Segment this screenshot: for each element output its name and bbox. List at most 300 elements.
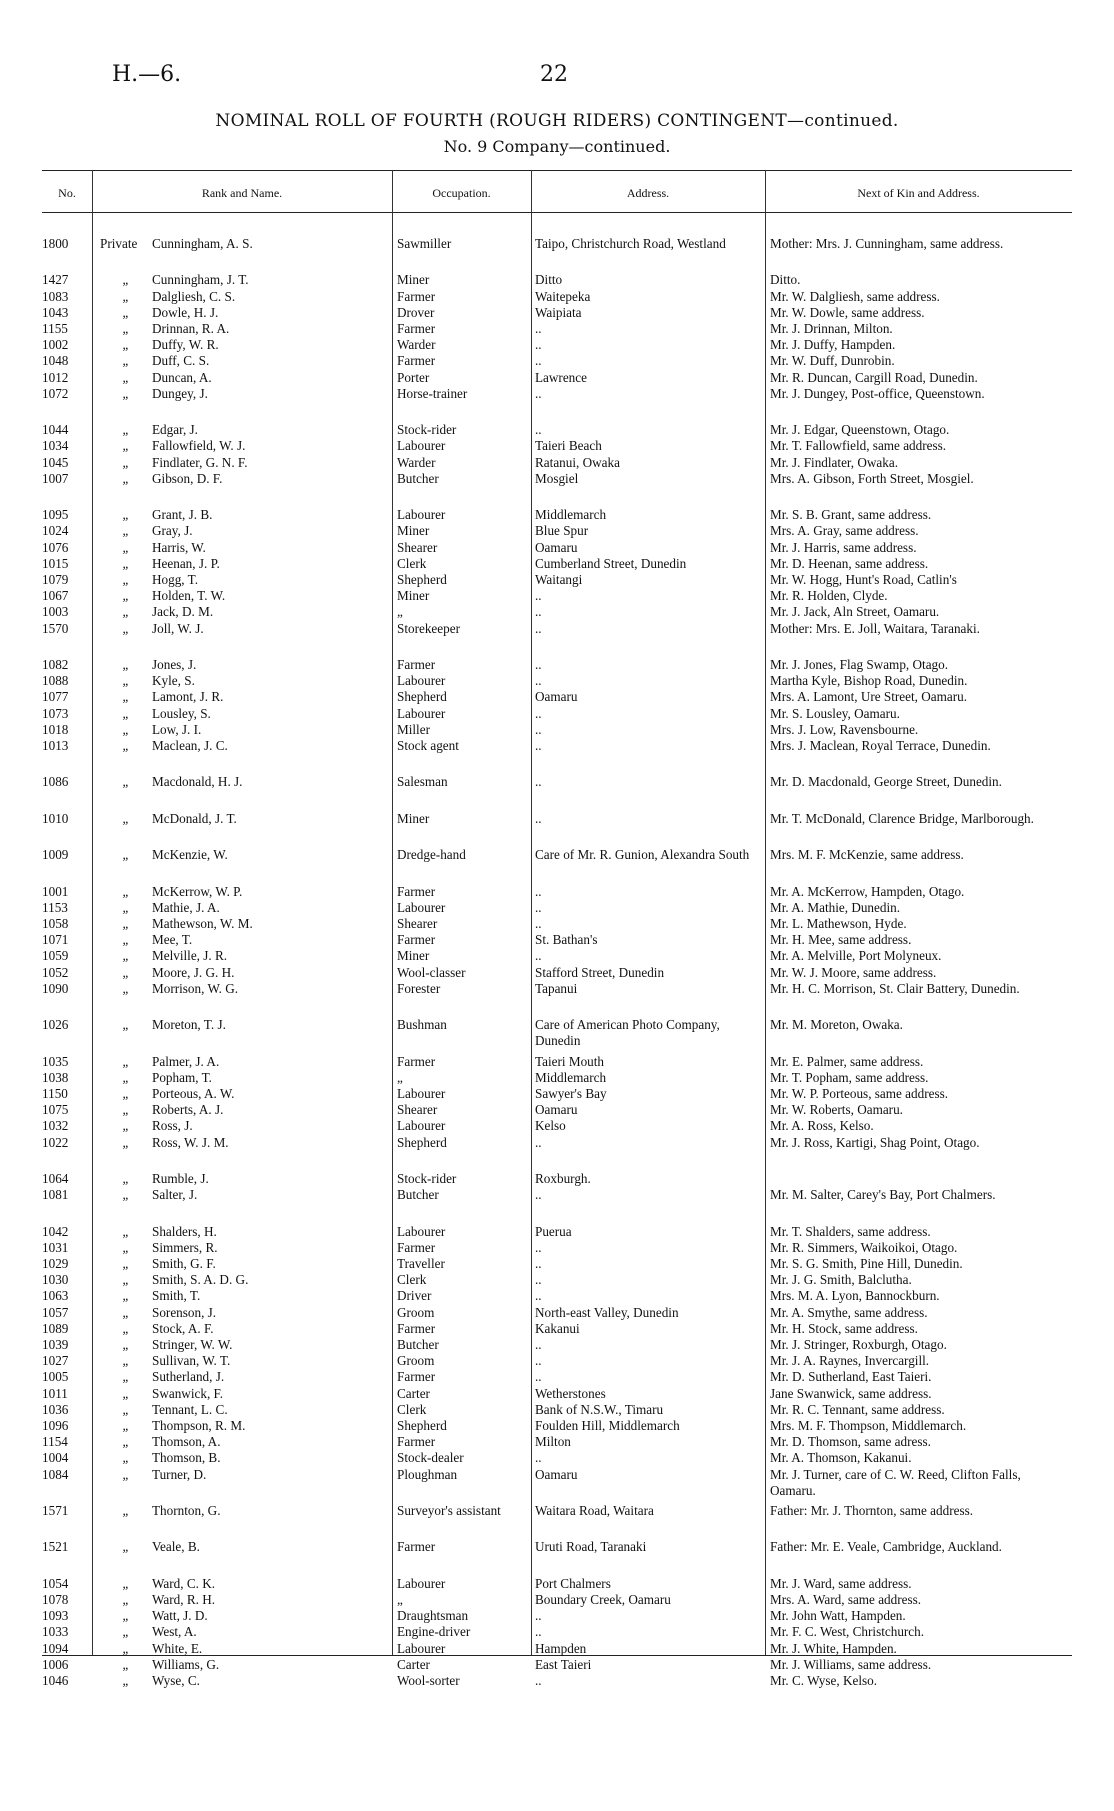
rank: „ — [122, 422, 130, 438]
occupation: Farmer — [397, 1539, 436, 1555]
rank-and-name — [100, 847, 370, 863]
rank: „ — [122, 1624, 130, 1640]
rank: „ — [122, 899, 130, 915]
soldier-name: Harris, W. — [152, 539, 206, 555]
occupation: Carter — [397, 1385, 430, 1401]
occupation: Butcher — [397, 1187, 439, 1203]
address: Ratanui, Owaka — [535, 454, 620, 470]
next-of-kin: Mr. J. Ward, same address. — [770, 1575, 912, 1591]
rank-and-name — [100, 1086, 370, 1102]
next-of-kin: Mrs. J. Maclean, Royal Terrace, Dunedin. — [770, 738, 991, 753]
soldier-name: Thompson, R. M. — [152, 1418, 246, 1433]
address: .. — [535, 1288, 542, 1304]
soldier-number: 1521 — [42, 1539, 69, 1555]
rank-and-name — [100, 900, 370, 916]
address: Care of Mr. R. Gunion, Alexandra South — [535, 847, 750, 863]
rank-and-name — [100, 523, 370, 539]
next-of-kin: Mr. D. Thomson, same adress. — [770, 1434, 931, 1450]
soldier-number: 1571 — [42, 1503, 69, 1518]
soldier-name: Holden, T. W. — [152, 588, 226, 604]
address: Waitara Road, Waitara — [535, 1503, 654, 1518]
column-header-next-of-kin: Next of Kin and Address. — [857, 186, 980, 200]
soldier-number: 1084 — [42, 1466, 69, 1482]
next-of-kin: Mr. J. Turner, care of C. W. Reed, Clifton Falls, Oamaru. — [770, 1466, 1021, 1498]
soldier-name: Thornton, G. — [152, 1503, 221, 1518]
rank-and-name — [100, 1418, 370, 1434]
rank-and-name — [100, 1641, 370, 1657]
occupation: Ploughman — [397, 1466, 458, 1482]
soldier-name: Ward, R. H. — [152, 1592, 216, 1607]
address: .. — [535, 673, 542, 689]
occupation: Clerk — [397, 1401, 427, 1417]
address: .. — [535, 810, 542, 826]
soldier-number: 1046 — [42, 1673, 69, 1688]
soldier-number: 1153 — [42, 899, 68, 915]
occupation: Carter — [397, 1656, 430, 1672]
rank-and-name — [100, 657, 370, 673]
rank: „ — [122, 1187, 130, 1203]
table-top-rule — [42, 170, 1072, 171]
rank-and-name — [100, 337, 370, 353]
next-of-kin: Mr. A. Thomson, Kakanui. — [770, 1450, 912, 1466]
address: Bank of N.S.W., Timaru — [535, 1401, 664, 1417]
address: .. — [535, 1256, 542, 1271]
soldier-number: 1039 — [42, 1337, 69, 1352]
address: .. — [535, 738, 542, 753]
occupation: Dredge-hand — [397, 847, 466, 863]
soldier-name: Veale, B. — [152, 1539, 200, 1555]
next-of-kin: Mr. E. Palmer, same address. — [770, 1053, 924, 1069]
page-title: NOMINAL ROLL OF FOURTH (ROUGH RIDERS) CONTINGENT—continued. — [215, 111, 899, 131]
next-of-kin: Mr. W. Hogg, Hunt's Road, Catlin's — [770, 572, 957, 587]
next-of-kin: Mr. W. Roberts, Oamaru. — [770, 1102, 903, 1118]
soldier-name: Stringer, W. W. — [152, 1337, 233, 1352]
address: .. — [535, 883, 542, 899]
rank: „ — [122, 1466, 130, 1482]
soldier-number: 1002 — [42, 337, 69, 353]
next-of-kin: Mrs. J. Low, Ravensbourne. — [770, 721, 919, 737]
occupation: Miner — [397, 588, 430, 604]
next-of-kin: Mr. L. Mathewson, Hyde. — [770, 916, 907, 931]
soldier-number: 1058 — [42, 916, 69, 931]
rank-and-name — [100, 588, 370, 604]
rank-and-name — [100, 1434, 370, 1450]
address: Waipiata — [535, 304, 582, 320]
soldier-name: Jack, D. M. — [152, 604, 214, 620]
rank-and-name — [100, 1369, 370, 1385]
occupation: Labourer — [397, 1575, 446, 1591]
address: East Taieri — [535, 1656, 592, 1672]
rank-and-name — [100, 722, 370, 738]
rank-and-name — [100, 1288, 370, 1304]
soldier-name: Smith, G. F. — [152, 1256, 216, 1271]
address: .. — [535, 1187, 542, 1203]
rank-and-name — [100, 981, 370, 997]
column-divider — [92, 170, 93, 1655]
next-of-kin: Mrs. A. Ward, same address. — [770, 1592, 922, 1607]
soldier-number: 1083 — [42, 288, 69, 304]
next-of-kin: Mr. J. Ross, Kartigi, Shag Point, Otago. — [770, 1134, 980, 1150]
address: Taipo, Christchurch Road, Westland — [535, 236, 726, 251]
soldier-name: Duff, C. S. — [152, 353, 210, 369]
address: .. — [535, 620, 542, 636]
rank: „ — [122, 964, 130, 980]
rank: „ — [122, 1656, 130, 1672]
occupation: Butcher — [397, 1337, 439, 1352]
rank: „ — [122, 539, 130, 555]
rank: „ — [122, 883, 130, 899]
address: Oamaru — [535, 689, 578, 705]
rank: „ — [122, 1086, 130, 1101]
soldier-name: Moreton, T. J. — [152, 1017, 226, 1033]
rank: „ — [122, 1673, 130, 1688]
soldier-number: 1800 — [42, 236, 69, 251]
rank-and-name — [100, 1337, 370, 1353]
address: Uruti Road, Taranaki — [535, 1539, 647, 1555]
address: .. — [535, 774, 542, 790]
soldier-number: 1090 — [42, 980, 69, 996]
rank: „ — [122, 810, 130, 826]
occupation: Shepherd — [397, 1134, 447, 1150]
next-of-kin: Mr. R. Holden, Clyde. — [770, 588, 888, 604]
rank: „ — [122, 1592, 130, 1607]
soldier-name: Tennant, L. C. — [152, 1401, 228, 1417]
next-of-kin: Mr. W. Dalgliesh, same address. — [770, 288, 940, 304]
occupation: Stock agent — [397, 738, 459, 753]
rank: „ — [122, 288, 130, 304]
rank-and-name — [100, 572, 370, 588]
next-of-kin: Mr. T. Fallowfield, same address. — [770, 438, 947, 454]
rank-and-name — [100, 1017, 370, 1033]
occupation: Shepherd — [397, 572, 447, 587]
soldier-name: Edgar, J. — [152, 422, 198, 438]
soldier-name: Fallowfield, W. J. — [152, 438, 246, 454]
soldier-number: 1154 — [42, 1434, 68, 1450]
occupation: Farmer — [397, 321, 436, 336]
rank: „ — [122, 738, 130, 753]
next-of-kin: Mother: Mrs. E. Joll, Waitara, Taranaki. — [770, 620, 980, 636]
next-of-kin: Mr. S. B. Grant, same address. — [770, 507, 932, 523]
soldier-number: 1063 — [42, 1288, 69, 1304]
next-of-kin: Mr. M. Moreton, Owaka. — [770, 1017, 903, 1033]
rank: „ — [122, 1171, 130, 1186]
soldier-name: Jones, J. — [152, 657, 197, 672]
soldier-number: 1093 — [42, 1608, 69, 1624]
address: Cumberland Street, Dunedin — [535, 555, 687, 571]
soldier-name: Macdonald, H. J. — [152, 774, 243, 790]
occupation: Labourer — [397, 705, 446, 721]
rank: „ — [122, 604, 130, 620]
rank-and-name — [100, 621, 370, 637]
rank-and-name — [100, 1539, 370, 1555]
rank-and-name — [100, 272, 370, 288]
address: .. — [535, 1369, 542, 1385]
soldier-number: 1033 — [42, 1624, 69, 1640]
address: Middlemarch — [535, 1069, 607, 1085]
rank-and-name — [100, 540, 370, 556]
soldier-name: Mathewson, W. M. — [152, 916, 253, 931]
occupation: Groom — [397, 1304, 435, 1320]
rank: „ — [122, 1369, 130, 1385]
occupation: Butcher — [397, 470, 439, 486]
address: Stafford Street, Dunedin — [535, 964, 665, 980]
address: .. — [535, 657, 542, 672]
address: Wetherstones — [535, 1385, 606, 1401]
rank-and-name — [100, 1272, 370, 1288]
soldier-name: Cunningham, J. T. — [152, 272, 249, 288]
address: .. — [535, 1134, 542, 1150]
soldier-number: 1012 — [42, 369, 69, 385]
address: .. — [535, 1673, 542, 1688]
soldier-number: 1057 — [42, 1304, 69, 1320]
soldier-number: 1071 — [42, 932, 69, 948]
address: Middlemarch — [535, 507, 607, 523]
next-of-kin: Mr. R. Simmers, Waikoikoi, Otago. — [770, 1239, 958, 1255]
rank-and-name — [100, 774, 370, 790]
next-of-kin: Mr. W. P. Porteous, same address. — [770, 1086, 949, 1101]
occupation: Miller — [397, 721, 430, 737]
soldier-name: Dowle, H. J. — [152, 304, 219, 320]
rank-and-name — [100, 916, 370, 932]
address: .. — [535, 588, 542, 604]
rank: „ — [122, 572, 130, 587]
rank: „ — [122, 980, 130, 996]
next-of-kin: Mr. J. Edgar, Queenstown, Otago. — [770, 422, 950, 438]
rank-and-name — [100, 422, 370, 438]
rank: „ — [122, 507, 130, 523]
soldier-number: 1011 — [42, 1385, 68, 1401]
rank: „ — [122, 1017, 130, 1033]
page-subtitle: No. 9 Company—continued. — [443, 137, 671, 156]
occupation: Labourer — [397, 1118, 446, 1134]
rank-and-name — [100, 689, 370, 705]
rank-and-name — [100, 1353, 370, 1369]
next-of-kin: Mr. J. Findlater, Owaka. — [770, 454, 899, 470]
soldier-name: Gray, J. — [152, 523, 193, 539]
soldier-number: 1007 — [42, 470, 69, 486]
next-of-kin: Mrs. A. Gray, same address. — [770, 523, 919, 539]
occupation: Miner — [397, 810, 430, 826]
rank-and-name — [100, 1070, 370, 1086]
rank-and-name — [100, 706, 370, 722]
next-of-kin: Mr. J. Jones, Flag Swamp, Otago. — [770, 657, 949, 672]
next-of-kin: Mr. D. Sutherland, East Taieri. — [770, 1369, 932, 1385]
next-of-kin: Mr. H. C. Morrison, St. Clair Battery, Dunedin. — [770, 980, 1020, 996]
rank-and-name — [100, 1118, 370, 1134]
address: Waitangi — [535, 572, 583, 587]
address: North-east Valley, Dunedin — [535, 1304, 679, 1320]
soldier-name: Duffy, W. R. — [152, 337, 219, 353]
soldier-number: 1042 — [42, 1223, 69, 1239]
address: .. — [535, 916, 542, 931]
soldier-number: 1029 — [42, 1256, 69, 1271]
address: Kelso — [535, 1118, 566, 1134]
rank-and-name — [100, 353, 370, 369]
rank: „ — [122, 948, 130, 964]
occupation: Wool-classer — [397, 964, 466, 980]
soldier-name: Smith, T. — [152, 1288, 201, 1304]
rank: „ — [122, 1053, 130, 1069]
next-of-kin: Mr. J. Harris, same address. — [770, 539, 917, 555]
address: Lawrence — [535, 369, 587, 385]
soldier-name: Grant, J. B. — [152, 507, 213, 523]
soldier-number: 1086 — [42, 774, 69, 790]
occupation: Porter — [397, 369, 430, 385]
occupation: Farmer — [397, 1369, 436, 1385]
soldier-number: 1079 — [42, 572, 69, 587]
occupation: Miner — [397, 272, 430, 288]
soldier-number: 1082 — [42, 657, 69, 672]
occupation: Shearer — [397, 539, 438, 555]
soldier-number: 1570 — [42, 620, 69, 636]
soldier-number: 1009 — [42, 847, 69, 863]
soldier-name: Moore, J. G. H. — [152, 964, 235, 980]
rank-and-name — [100, 1576, 370, 1592]
occupation: Traveller — [397, 1256, 445, 1271]
soldier-name: Mathie, J. A. — [152, 899, 220, 915]
occupation: Stock-rider — [397, 422, 457, 438]
occupation: Miner — [397, 523, 430, 539]
address: Oamaru — [535, 539, 578, 555]
next-of-kin: Mr. J. G. Smith, Balclutha. — [770, 1272, 912, 1288]
rank: „ — [122, 369, 130, 385]
soldier-name: Shalders, H. — [152, 1223, 217, 1239]
address: .. — [535, 353, 542, 369]
next-of-kin: Mr. J. Duffy, Hampden. — [770, 337, 896, 353]
address: .. — [535, 1272, 542, 1288]
address: Oamaru — [535, 1102, 578, 1118]
soldier-number: 1022 — [42, 1134, 69, 1150]
soldier-name: Salter, J. — [152, 1187, 198, 1203]
rank-and-name — [100, 738, 370, 754]
rank: „ — [122, 555, 130, 571]
rank: „ — [122, 1640, 130, 1656]
soldier-number: 1026 — [42, 1017, 69, 1033]
occupation: Sawmiller — [397, 236, 452, 251]
next-of-kin: Mr. T. McDonald, Clarence Bridge, Marlborough. — [770, 810, 1034, 826]
occupation: Miner — [397, 948, 430, 964]
rank: „ — [122, 1385, 130, 1401]
next-of-kin: Mr. A. Mathie, Dunedin. — [770, 899, 901, 915]
next-of-kin: Mr. W. Duff, Dunrobin. — [770, 353, 895, 369]
soldier-number: 1013 — [42, 738, 69, 753]
occupation: Labourer — [397, 507, 446, 523]
rank-and-name — [100, 289, 370, 305]
next-of-kin: Mrs. A. Lamont, Ure Street, Oamaru. — [770, 689, 968, 705]
soldier-name: Duncan, A. — [152, 369, 212, 385]
rank-and-name — [100, 1321, 370, 1337]
soldier-number: 1073 — [42, 705, 69, 721]
soldier-name: Watt, J. D. — [152, 1608, 208, 1624]
occupation: Bushman — [397, 1017, 447, 1033]
soldier-name: Lamont, J. R. — [152, 689, 224, 705]
rank: „ — [122, 1239, 130, 1255]
soldier-name: Maclean, J. C. — [152, 738, 228, 753]
soldier-number: 1088 — [42, 673, 69, 689]
soldier-name: Sutherland, J. — [152, 1369, 225, 1385]
rank: „ — [122, 774, 130, 790]
soldier-number: 1035 — [42, 1053, 69, 1069]
rank: „ — [122, 657, 130, 672]
rank: „ — [122, 1575, 130, 1591]
column-divider — [392, 170, 393, 1655]
soldier-name: West, A. — [152, 1624, 197, 1640]
rank-and-name — [100, 1657, 370, 1673]
next-of-kin: Mother: Mrs. J. Cunningham, same address. — [770, 236, 1004, 251]
occupation: „ — [397, 1592, 403, 1607]
rank: „ — [122, 1337, 130, 1352]
rank-and-name — [100, 932, 370, 948]
rank-and-name — [100, 673, 370, 689]
rank: „ — [122, 620, 130, 636]
soldier-number: 1075 — [42, 1102, 69, 1118]
rank: „ — [122, 1608, 130, 1624]
next-of-kin: Mr. J. Stringer, Roxburgh, Otago. — [770, 1337, 947, 1352]
rank-and-name — [100, 1135, 370, 1151]
next-of-kin: Ditto. — [770, 272, 801, 288]
address: Sawyer's Bay — [535, 1086, 607, 1101]
soldier-name: Palmer, J. A. — [152, 1053, 220, 1069]
soldier-number: 1096 — [42, 1418, 69, 1433]
soldier-number: 1034 — [42, 438, 69, 454]
soldier-number: 1031 — [42, 1239, 69, 1255]
rank: „ — [122, 673, 130, 689]
next-of-kin: Mr. A. McKerrow, Hampden, Otago. — [770, 883, 965, 899]
next-of-kin: Mr. J. Jack, Aln Street, Oamaru. — [770, 604, 940, 620]
occupation: Labourer — [397, 673, 446, 689]
address: Blue Spur — [535, 523, 589, 539]
soldier-name: Thomson, A. — [152, 1434, 221, 1450]
occupation: Farmer — [397, 883, 436, 899]
rank: „ — [122, 353, 130, 369]
rank: „ — [122, 385, 130, 401]
soldier-number: 1004 — [42, 1450, 69, 1466]
next-of-kin: Mr. S. G. Smith, Pine Hill, Dunedin. — [770, 1256, 963, 1271]
rank-and-name — [100, 1592, 370, 1608]
next-of-kin: Mr. J. Drinnan, Milton. — [770, 321, 893, 336]
next-of-kin: Mr. J. A. Raynes, Invercargill. — [770, 1353, 930, 1369]
rank-and-name — [100, 386, 370, 402]
address: .. — [535, 1337, 542, 1352]
next-of-kin: Jane Swanwick, same address. — [770, 1385, 932, 1401]
next-of-kin: Mr. D. Macdonald, George Street, Dunedin. — [770, 774, 1002, 790]
soldier-number: 1052 — [42, 964, 69, 980]
rank: „ — [122, 1272, 130, 1288]
rank-and-name — [100, 438, 370, 454]
occupation: Stock-dealer — [397, 1450, 464, 1466]
occupation: Farmer — [397, 288, 436, 304]
rank: „ — [122, 470, 130, 486]
rank: „ — [122, 1434, 130, 1450]
rank-and-name — [100, 1624, 370, 1640]
address: Roxburgh. — [535, 1171, 591, 1186]
rank: „ — [122, 1102, 130, 1118]
address: .. — [535, 1353, 542, 1369]
soldier-number: 1032 — [42, 1118, 69, 1134]
soldier-number: 1001 — [42, 883, 69, 899]
soldier-number: 1018 — [42, 721, 69, 737]
address: .. — [535, 705, 542, 721]
address: .. — [535, 948, 542, 964]
occupation: Labourer — [397, 438, 446, 454]
rank-and-name — [100, 604, 370, 620]
soldier-number: 1043 — [42, 304, 69, 320]
occupation: Wool-sorter — [397, 1673, 460, 1688]
occupation: Farmer — [397, 353, 436, 369]
rank: „ — [122, 1304, 130, 1320]
occupation: Farmer — [397, 1053, 436, 1069]
rank-and-name — [100, 1608, 370, 1624]
